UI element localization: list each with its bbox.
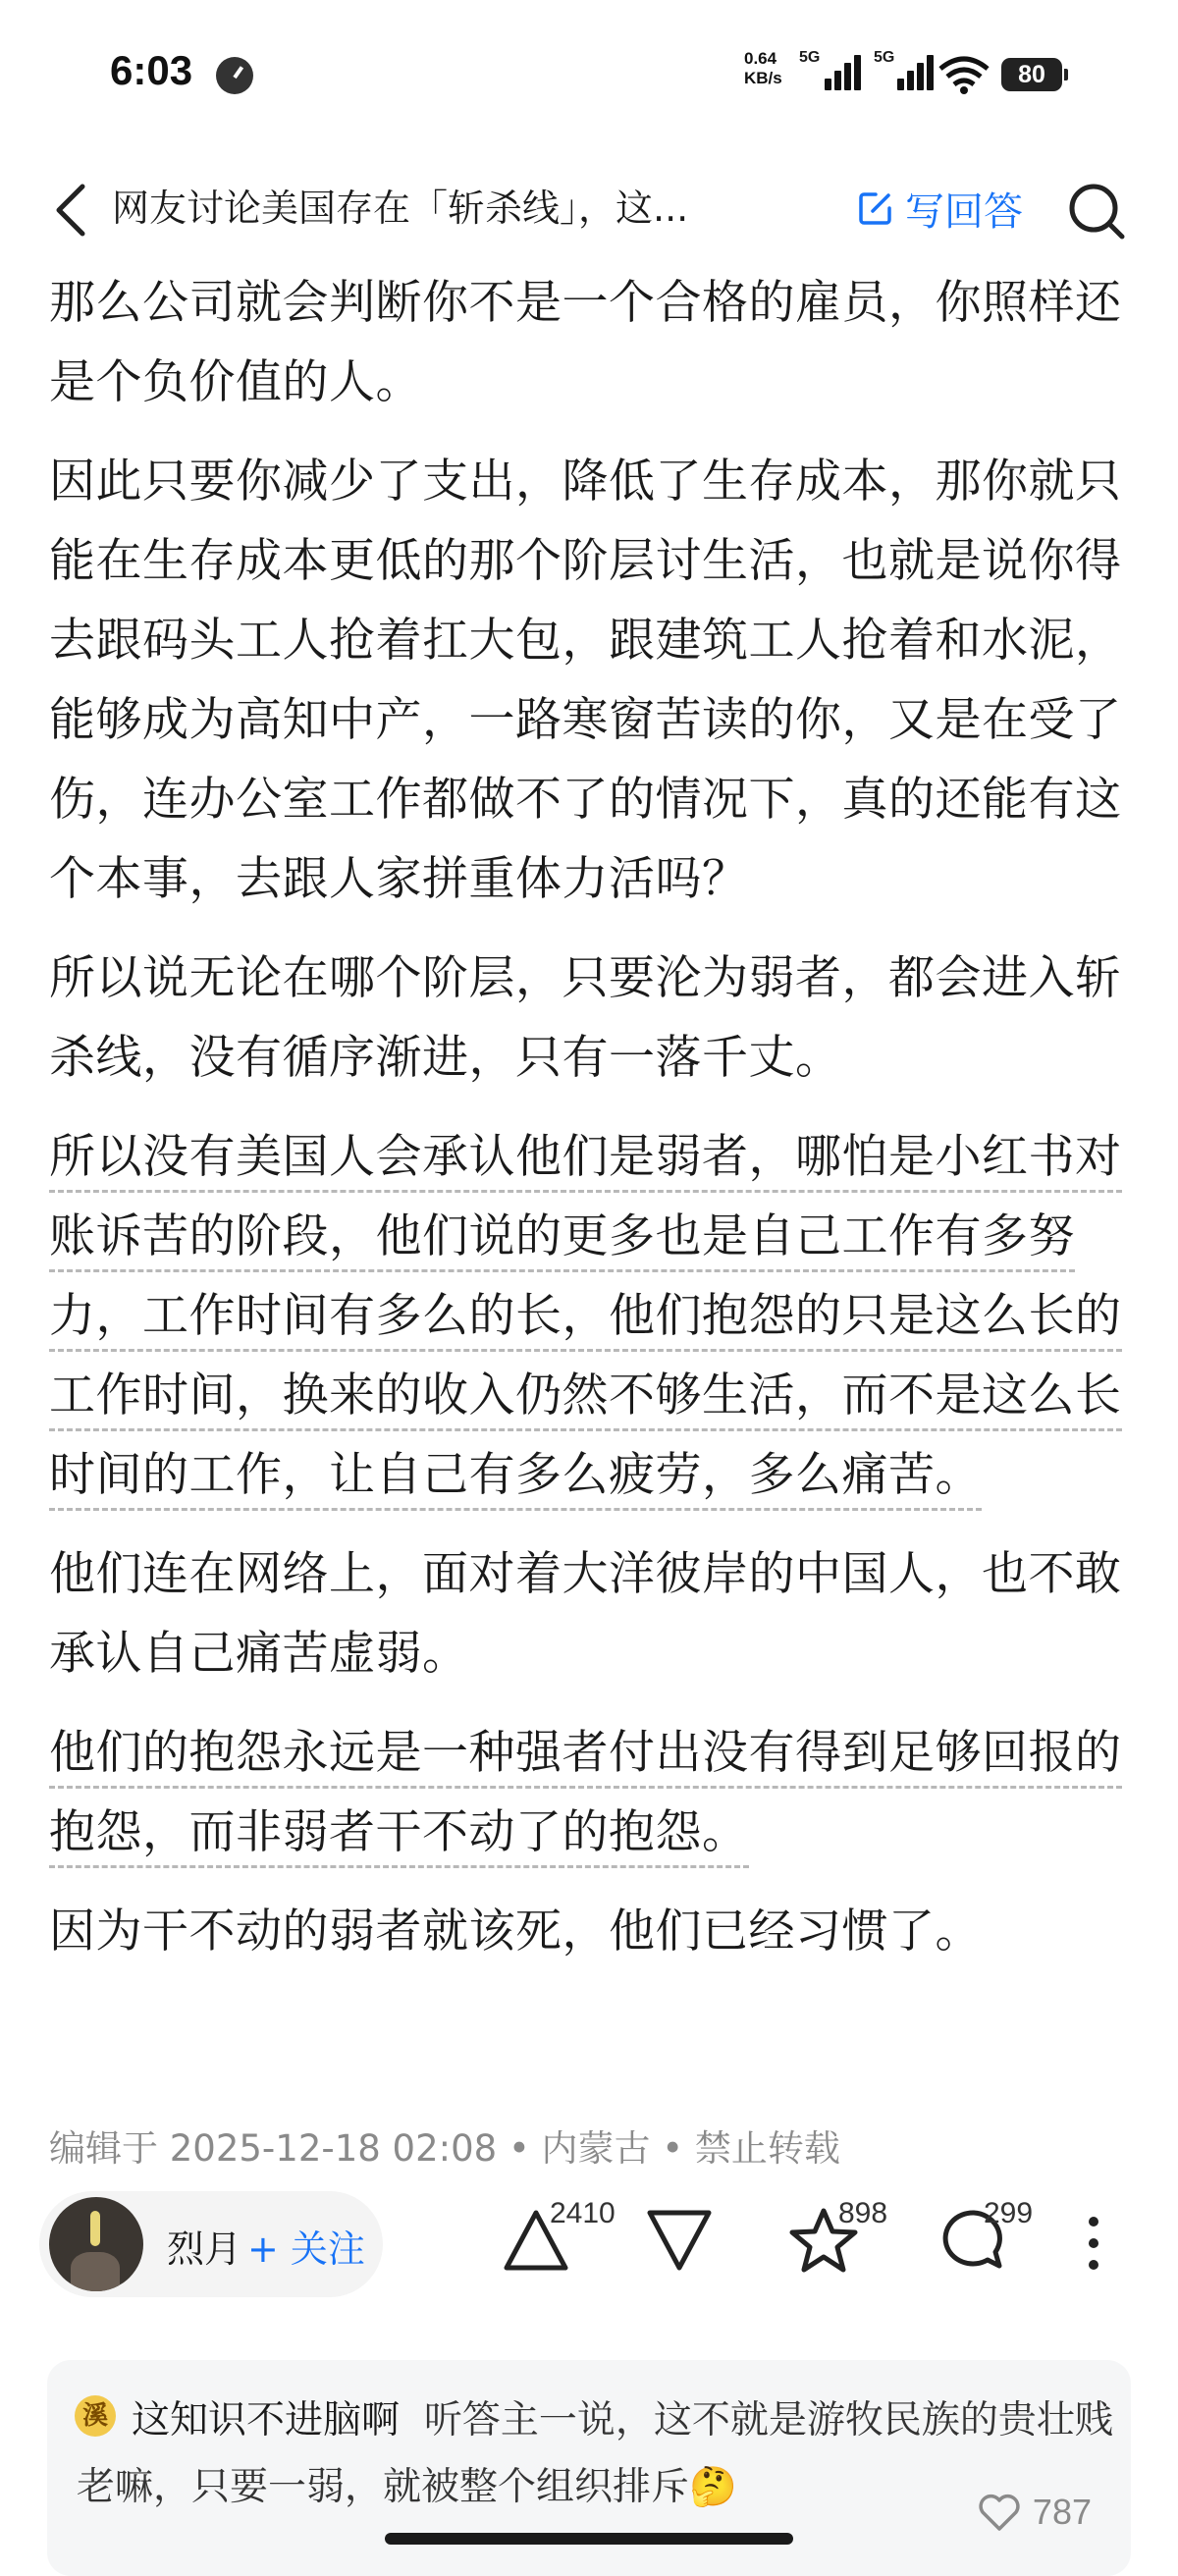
commenter-avatar: 溪 bbox=[75, 2395, 116, 2437]
favorite-button[interactable] bbox=[787, 2197, 888, 2276]
edit-meta: 编辑于 2025-12-18 02:08 • 内蒙古 • 禁止转载 bbox=[49, 2127, 840, 2170]
upvote-button[interactable] bbox=[501, 2197, 616, 2276]
network-speed-unit: KB/s bbox=[744, 69, 782, 87]
paragraph: 因为干不动的弱者就该死，他们已经习惯了。 bbox=[49, 1905, 982, 1959]
wifi-icon bbox=[937, 55, 991, 94]
paragraph: 那么公司就会判断你不是一个合格的雇员，你照样还是个负价值的人。 bbox=[49, 276, 1122, 409]
comment-like-button[interactable] bbox=[978, 2492, 1092, 2533]
avatar[interactable] bbox=[49, 2197, 143, 2291]
write-answer-button[interactable] bbox=[856, 179, 1023, 238]
upvote-count: 2410 bbox=[550, 2197, 616, 2229]
top-nav bbox=[0, 167, 1178, 249]
downvote-button[interactable] bbox=[644, 2205, 715, 2276]
signal-label: 5G bbox=[799, 49, 821, 66]
heart-icon bbox=[978, 2493, 1021, 2532]
favorite-count: 898 bbox=[838, 2197, 888, 2229]
follow-button[interactable]: + 关注 bbox=[247, 2227, 365, 2271]
network-speed bbox=[744, 49, 782, 88]
search-icon[interactable] bbox=[1066, 181, 1127, 242]
paragraph: 所以说无论在哪个阶层，只要沦为弱者，都会进入斩杀线，没有循序渐进，只有一落千丈。 bbox=[49, 951, 1122, 1085]
edit-icon bbox=[856, 188, 895, 228]
battery-indicator: 80 bbox=[1001, 58, 1062, 91]
question-title[interactable]: 网友讨论美国存在「斩杀线」，这... bbox=[112, 187, 689, 230]
more-icon[interactable] bbox=[1088, 2217, 1099, 2280]
clock-icon bbox=[216, 57, 253, 94]
comment-body bbox=[77, 2388, 1127, 2521]
highlighted-paragraph[interactable] bbox=[49, 1713, 1133, 1872]
commenter-name[interactable]: 这知识不进脑啊 bbox=[132, 2398, 401, 2442]
author-name[interactable]: 烈月 bbox=[167, 2227, 242, 2271]
comment-button[interactable] bbox=[938, 2197, 1034, 2276]
network-speed-value: 0.64 bbox=[744, 49, 777, 68]
status-bar bbox=[0, 0, 1178, 147]
write-answer-label: 写回答 bbox=[905, 188, 1023, 235]
comment-count: 299 bbox=[984, 2197, 1034, 2229]
highlighted-text[interactable]: 所以没有美国人会承认他们是弱者，哪怕是小红书对账诉苦的阶段，他们说的更多也是自己工作有多努力，工作时间有多么的长，他们抱怨的只是这么长的工作时间，换来的收入仍然不够生活，而不是这么长时间的工作，让自己有多么疲劳，多么痛苦。 bbox=[49, 1130, 1122, 1511]
highlighted-paragraph[interactable] bbox=[49, 1117, 1133, 1515]
answer-content bbox=[49, 263, 1133, 1991]
comment-text: 听答主一说，这不就是游牧民族的贵壮贱老嘛，只要一弱，就被整个组织排斥🤔 bbox=[77, 2398, 1113, 2509]
paragraph: 他们连在网络上，面对着大洋彼岸的中国人，也不敢承认自己痛苦虚弱。 bbox=[49, 1547, 1122, 1681]
author-card[interactable] bbox=[39, 2191, 383, 2297]
status-time: 6:03 bbox=[110, 47, 193, 93]
back-arrow-icon[interactable] bbox=[47, 181, 96, 240]
signal-icon bbox=[799, 49, 864, 90]
paragraph: 因此只要你减少了支出，降低了生存成本，那你就只能在生存成本更低的那个阶层讨生活，也就是说你得去跟码头工人抢着扛大包，跟建筑工人抢着和水泥，能够成为高知中产，一路寒窗苦读的你，又是在受了伤，连办公室工作都做不了的情况下，真的还能有这个本事，去跟人家拼重体力活吗？ bbox=[49, 455, 1122, 906]
highlighted-text[interactable]: 他们的抱怨永远是一种强者付出没有得到足够回报的抱怨，而非弱者干不动了的抱怨。 bbox=[49, 1726, 1122, 1868]
downvote-icon bbox=[644, 2205, 715, 2276]
signal-label: 5G bbox=[874, 49, 895, 66]
home-indicator[interactable] bbox=[385, 2533, 793, 2545]
comment-like-count: 787 bbox=[1032, 2492, 1092, 2532]
